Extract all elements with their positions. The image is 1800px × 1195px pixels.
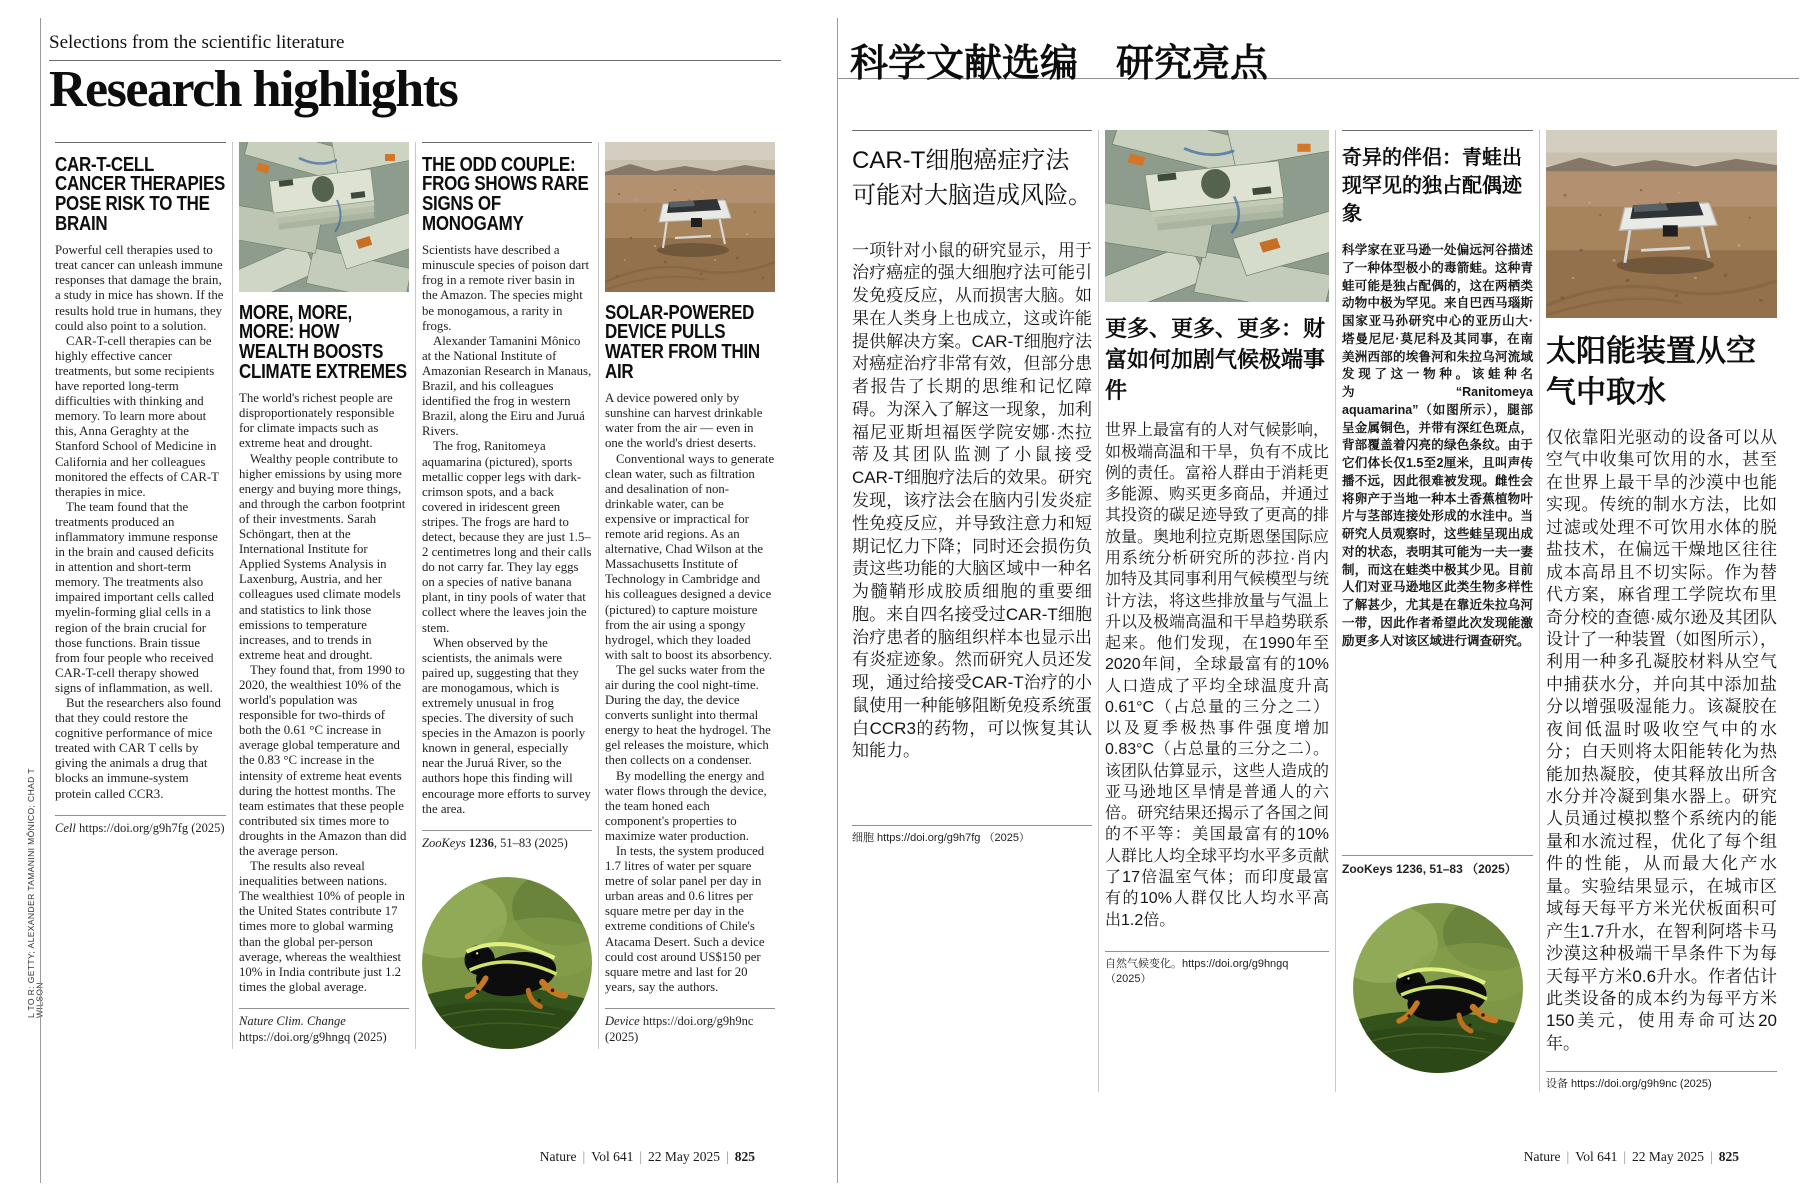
cn-column-row [846,130,1799,1092]
cn-story-headline: 奇异的伴侣：青蛙出现罕见的独占配偶迹象 [1342,147,1522,225]
paragraph: Alexander Tamanini Mônico at the National Institute of Amazonian Research in Manaus, Brazil, and his colleagues identified the frog in western Brazil, along the Eiru and Juruá Rivers. [422,333,592,439]
paragraph: In tests, the system produced 1.7 litres of water per square metre of solar panel per day in urban areas and 0.6 litres per square metre per day in the extreme conditions of Chile's Atacama Desert. Such a device could cost around US$150 per square metre and last for 20 years, say the authors. [605,844,765,994]
paragraph: When observed by the scientists, the animals were paired up, suggesting that they are monogamous, which is extremely unusual in frog species. The diversity of such species in the Amazon is poorly known in general, especially near the Juruá River, so the authors hope this finding will encourage more efforts to survey the area. [422,635,591,816]
doi-text: https://doi.org/g9h7fg (2025) [75,820,225,835]
paragraph: By modelling the energy and water flows through the device, the team honed each component's properties to maximize water production. [605,768,767,843]
cn-story-headline: 更多、更多、更多：财富如何加剧气候极端事件 [1105,316,1326,403]
paragraph: The world's richest people are disproportionately responsible for climate impacts such as extreme heat and drought. [239,391,395,451]
citation [605,1008,775,1045]
page-chinese [837,18,1799,1183]
doi-text: https://doi.org/g9hngq (2025) [239,1029,387,1044]
footer-date: 22 May 2025 [648,1149,721,1164]
journal-name: Device [605,1013,640,1028]
footer-separator: | [726,1149,729,1164]
citation [422,830,592,852]
dollar-bills-photo [1105,130,1329,302]
page-footer [1524,1150,1739,1164]
dollar-bills-photo [239,142,409,292]
story-rule [852,130,1092,131]
story-frog-monogamy [415,142,598,1050]
citation [239,1008,409,1045]
paragraph: Conventional ways to generate clean water, such as filtration and desalination of non-drinkable water, can be expensive or impractical for remote arid regions. As an alternative, Chad Wilson at the Massachusetts Institute of Technology in Cambridge and his colleagues designed a device (pictured) to capture moisture from the air using a spongy hydrogel, which they loaded with salt to boost its absorbency. [605,451,775,662]
story-headline: SOLAR-POWERED DEVICE PULLS WATER FROM THIN AIR [605,301,760,383]
paragraph: 仅依靠阳光驱动的设备可以从空气中收集可饮用的水，甚至在世界上最干旱的沙漠中也能实现。传统的制水方法，比如过滤或处理不可饮用水体的脱盐技术，在偏远干燥地区往往成本高昂且不切实际。作为替代方案，麻省理工学院坎布里奇分校的查德·威尔逊及其团队设计了一种装置（如图所示），利用一种多孔凝胶材料从空气中捕获水分，并向其中添加盐分以增强吸湿能力。该凝胶在夜间低温时吸收空气中的水分；白天则将太阳能转化为热能加热凝胶，使其释放出所含水分并冷凝到集水器上。研究人员通过模拟整个系统内的能量和水流过程，优化了每个组件的性能，从而最大化产水量。实验结果显示，在城市区域每天每平方米光伏板面积可产生1.7升水，在智利阿塔卡马沙漠这种极端干旱条件下为每天每平方米0.6升水。作者估计此类设备的成本约为每平方米150美元，使用寿命可达20年。 [1546,428,1777,1053]
paragraph: CAR-T-cell therapies can be highly effective cancer treatments, but some recipients have reported long-term difficulties with thinking and memory. To learn more about this, Anna Geraghty at the Stanford School of Medicine in California and her colleagues monitored the effects of CAR-T therapies in mice. [55,333,219,499]
story-car-t [49,142,232,1050]
paragraph: The frog, Ranitomeya aquamarina (pictured), sports metallic copper legs with dark-crimson spots, and a back covered in iridescent green stripes. The frogs are hard to detect, because they are just 1.5–2 centimetres long and their calls do not carry far. They lay eggs on a species of native banana plant, in tiny pools of water that collect where the leaves join the stem. [422,439,592,635]
doi-text: https://doi.org/g9h9nc (2025) [605,1013,754,1044]
desert-device-photo [605,142,775,292]
story-body [55,243,226,801]
story-body [422,243,592,817]
cn-story-headline: CAR-T细胞癌症疗法可能对大脑造成风险。 [852,147,1092,209]
footer-journal: Nature [539,1149,577,1164]
story-rule [1342,130,1533,131]
paragraph: The team found that the treatments produced an inflammatory immune response in the brain and caused deficits in attention and short-term memory. The treatments also impaired important cells called myelin-forming glial cells in a region of the brain crucial for those functions. Brain tissue from four people who received CAR-T-cell therapy showed signs of inflammation, as well. [55,499,218,695]
frog-photo-wrap [422,877,592,1049]
footer-volume: Vol 641 [591,1149,634,1164]
paragraph: The gel sucks water from the air during the cool night-time. During the day, the device converts sunlight into thermal energy to heat the hydrogel. The gel releases the moisture, which then collects on a condenser. [605,662,771,768]
story-body [239,391,409,995]
column-row [49,142,781,1050]
journal-name: ZooKeys [422,835,466,850]
journal-name: Cell [55,820,76,835]
story-wealth-climate [232,142,415,1050]
cn-story-frog-monogamy [1335,130,1539,1092]
cn-citation: 自然气候变化。https://doi.org/g9hngq （2025） [1105,951,1329,987]
story-headline: THE ODD COUPLE: FROG SHOWS RARE SIGNS OF MONOGAMY [422,153,589,235]
paragraph: They found that, from 1990 to 2020, the wealthiest 10% of the world's population was responsible for two-thirds of both the 0.61 °C increase in average global temperature and the 0.83 °C increase in the intensity of extreme heat events during the hottest months. The team estimates that these people contributed six times more to droughts in the Amazon than did the average person. [239,662,407,859]
paragraph: A device powered only by sunshine can harvest drinkable water from the air — even in one the world's driest deserts. [605,391,763,451]
story-headline: MORE, MORE, MORE: HOW WEALTH BOOSTS CLIMATE EXTREMES [239,301,407,383]
cn-story-headline: 太阳能装置从空气中取水 [1546,335,1756,409]
footer-page-number: 825 [734,1149,755,1164]
page-title: Research highlights [49,60,458,118]
story-headline: CAR-T-CELL CANCER THERAPIES POSE RISK TO THE BRAIN [55,153,226,235]
story-body [605,391,775,995]
footer-separator: | [1710,1149,1713,1164]
citation [55,815,226,837]
page-footer [540,1150,755,1164]
paragraph: Powerful cell therapies used to treat cancer can unleash immune responses that damage the brain, a study in mice has shown. If the results hold true in humans, they could also point to a solution. [55,243,224,333]
doi-text: , 51–83 (2025) [493,835,568,850]
page-english [40,18,781,1183]
story-solar-water [598,142,781,1050]
frog-photo [1353,903,1523,1073]
cn-citation: 细胞 https://doi.org/g9h7fg （2025） [852,825,1092,846]
frog-photo [422,877,592,1049]
footer-journal: Nature [1523,1149,1561,1164]
cn-citation: 设备 https://doi.org/g9h9nc (2025) [1546,1071,1777,1092]
desert-device-photo [1546,130,1777,318]
story-rule [55,142,226,143]
cn-header [846,40,1799,104]
paragraph: But the researchers also found that they could restore the cognitive performance of mice treated with CAR T cells by giving the animals a drug that blocks an immune-system protein called CCR3. [55,696,221,801]
footer-separator: | [1623,1149,1627,1164]
paragraph: 一项针对小鼠的研究显示，用于治疗癌症的强大细胞疗法可能引发免疫反应，从而损害大脑。如果在人类身上也成立，这或许能提供解决方案。CAR-T细胞疗法对癌症治疗非常有效，但部分患者报告了长期的思维和记忆障碍。为深入了解这一现象，加利福尼亚斯坦福医学院安娜·杰拉蒂及其团队监测了小鼠接受CAR-T细胞疗法后的效果。研究发现，该疗法会在脑内引发炎症性免疫反应，并导致注意力和短期记忆力下降；同时还会损伤负责这些功能的大脑区域中一种名为髓鞘形成胶质细胞的重要细胞。来自四名接受过CAR-T细胞治疗患者的脑组织样本也显示出有炎症迹象。然而研究人员还发现，通过给接受CAR-T治疗的小鼠使用一种能够阻断免疫系统蛋白CCR3的药物，可以恢复其认知能力。 [852,240,1092,761]
cn-page-title: 科学文献选编 研究亮点 [850,43,1269,85]
paragraph: Scientists have described a minuscule species of poison dart frog in a remote river basin in the Amazon. The species might be monogamous, a rarity in frogs. [422,243,590,333]
kicker: Selections from the scientific literature [49,32,345,53]
footer-separator: | [639,1149,643,1164]
paragraph: 科学家在亚马逊一处偏远河谷描述了一种体型极小的毒箭蛙。这种青蛙可能是独占配偶的，这在两栖类动物中极为罕见。来自巴西马瑙斯国家亚马孙研究中心的亚历山大·塔曼尼尼·莫尼科及其同事，在南美洲西部的埃鲁河和朱拉乌河流域发现了这一物种。该蛙种名为“Ranitomeya aquamarina”（如图所示），腿部呈金属铜色，并带有深红色斑点，背部覆盖着闪亮的绿色条纹。由于它们体长仅1.5至2厘米，且叫声传播不远，因此很难被发现。雌性会将卵产于当地一种本土香蕉植物叶片与茎部连接处形成的水洼中。当研究人员观察时，这些蛙呈现出成对的状态，表明其可能为一夫一妻制，而这在蛙类中极其少见。目前人们对亚马逊地区此类生物多样性了解甚少，尤其是在靠近朱拉乌河一带，因此作者希望此次发现能激励更多人对该区域进行调查研究。 [1342,243,1533,648]
paragraph: 世界上最富有的人对气候影响，如极端高温和干旱，负有不成比例的责任。富裕人群由于消耗更多能源、购买更多商品，并通过其投资的碳足迹导致了更高的排放量。奥地利拉克斯恩堡国际应用系统分析研究所的莎拉·肖内加特及其同事利用气候模型与统计方法，将这些排放量与气温上升以及极端高温和干旱趋势联系起来。他们发现，在1990年至2020年间，全球最富有的10%人口造成了平均全球温度升高0.61°C（占总量的三分之二）以及夏季极热事件强度增加0.83°C（占总量的三分之二）。该团队估算显示，这些人造成的亚马逊地区旱情是普通人的六倍。研究结果还揭示了各国之间的不平等：美国最富有的10%人群比人均全球平均水平多贡献了17倍温室气体；而印度最富有的10%人群仅比人均水平高出1.2倍。 [1105,422,1330,929]
footer-date: 22 May 2025 [1632,1149,1705,1164]
story-rule [422,142,592,143]
footer-volume: Vol 641 [1575,1149,1618,1164]
cn-story-body [1342,242,1533,650]
paragraph: The results also reveal inequalities between nations. The wealthiest 10% of people in the United States contribute 17 times more to global warming than the global per-person average, whereas the wealthiest 10% in India contribute just 1.2 times the global average. [239,859,405,994]
cn-story-car-t [846,130,1098,1092]
journal-name: Nature Clim. Change [239,1013,346,1028]
cn-citation: ZooKeys 1236, 51–83 （2025） [1342,855,1533,877]
paragraph: Wealthy people contribute to higher emissions by using more energy and buying more things, and through the carbon footprint of their investments. Sarah Schöngart, then at the International Institute for Applied Systems Analysis in Laxenburg, Austria, and her colleagues used climate models and statistics to link those emissions to temperature increases, and to trends in extreme heat and drought. [239,451,406,662]
frog-photo-wrap [1342,903,1533,1073]
cn-story-solar-water [1539,130,1783,1092]
cn-story-body [852,240,1092,764]
cn-story-body [1105,420,1329,930]
cn-story-wealth-climate [1098,130,1335,1092]
photo-credit: L TO R: GETTY; ALEXANDER TAMANINI MÔNICO; CHAD T WILSON [26,768,45,1018]
volume: 1236 [465,835,494,850]
cn-story-body [1546,427,1777,1055]
footer-separator: | [1566,1149,1570,1164]
footer-page-number: 825 [1718,1149,1739,1164]
footer-separator: | [582,1149,586,1164]
